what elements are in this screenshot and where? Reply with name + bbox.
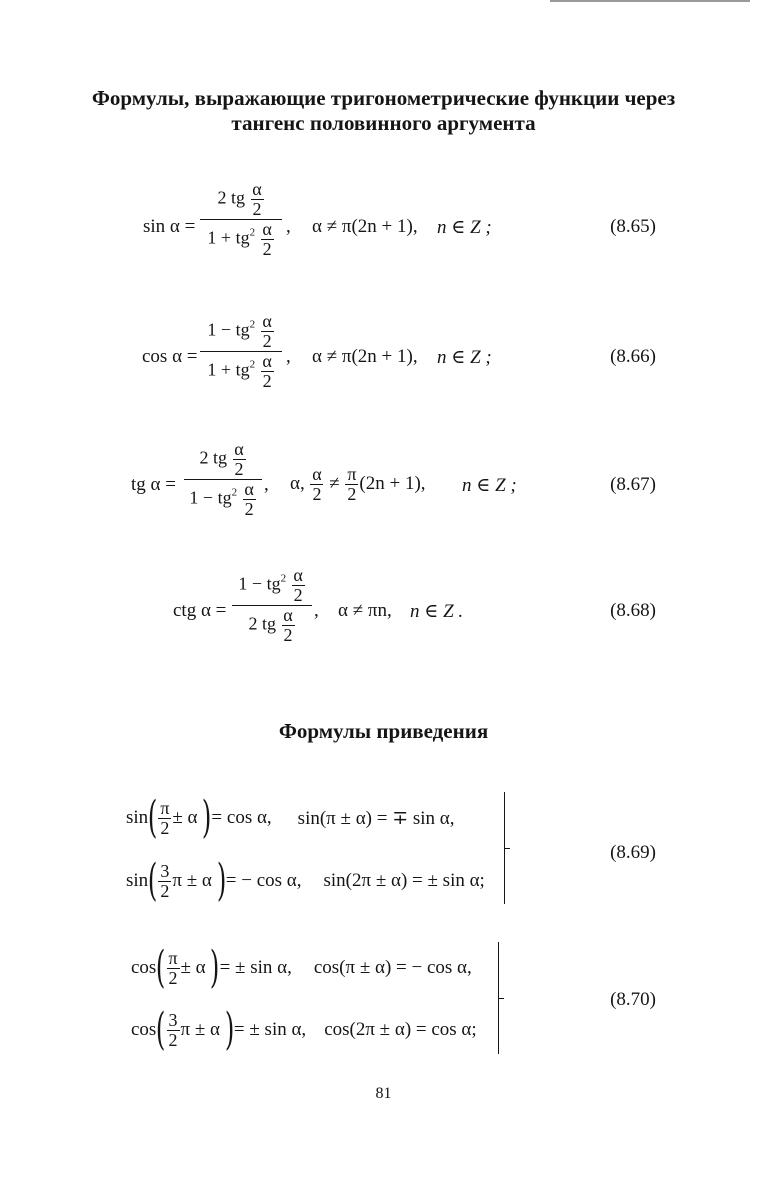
condition: α, α 2 ≠ π 2 (2n + 1),	[290, 463, 426, 504]
numerator: $1 - tg^2$ $\frac{\alpha}{2}$	[207, 311, 272, 351]
fraction	[184, 440, 262, 519]
half-pi: π 2	[347, 463, 357, 504]
lhs: ctg α =	[173, 600, 227, 621]
equation-number: (8.69)	[610, 842, 656, 863]
formula-line: sin ( π 2 ± α ) = cos α, sin(π ± α) = ∓ sin α,	[126, 792, 455, 843]
condition: α ≠ π(2n + 1),	[312, 346, 418, 367]
half-alpha: $\frac{\alpha}{2}$	[293, 565, 303, 605]
section-title-line2: тангенс половинного аргумента	[231, 111, 536, 135]
top-rule	[550, 0, 750, 2]
numerator: 2 tg $\frac{\alpha}{2}$	[199, 439, 244, 479]
half-alpha: α 2	[312, 463, 322, 504]
fraction	[200, 312, 282, 391]
domain: n ∈ Z ;	[437, 217, 492, 238]
formula-line: cos ( 3 2 π ± α ) = ± sin α, cos(2π ± α) = cos α;	[131, 1004, 477, 1055]
half-alpha: $\frac{\alpha}{2}$	[262, 219, 272, 260]
domain: n ∈ Z ;	[462, 475, 517, 496]
equation-number: (8.65)	[610, 216, 656, 237]
equation-number: (8.70)	[610, 989, 656, 1010]
half-alpha: $\frac{\alpha}{2}$	[283, 605, 293, 646]
domain: n ∈ Z .	[410, 601, 464, 622]
fraction	[200, 180, 282, 259]
half-alpha: $\frac{\alpha}{2}$	[262, 351, 272, 392]
equation-number: (8.67)	[610, 474, 656, 495]
formula-line: sin ( 3 2 π ± α ) = − cos α, sin(2π ± α) = ± sin α;	[126, 855, 485, 906]
page-number: 81	[375, 1085, 392, 1102]
lhs: sin α =	[143, 216, 196, 237]
right-brace	[494, 792, 505, 904]
equation-number: (8.68)	[610, 600, 656, 621]
half-alpha: $\frac{\alpha}{2}$	[244, 479, 254, 520]
lhs: cos α =	[142, 346, 198, 367]
half-alpha: $\frac{\alpha}{2}$	[262, 311, 272, 351]
half-pi: π 2	[168, 947, 178, 988]
numerator: $1 - tg^2$ $\frac{\alpha}{2}$	[238, 565, 303, 605]
numerator: 2 tg $\frac{\alpha}{2}$	[217, 179, 262, 219]
condition: α ≠ π(2n + 1),	[312, 216, 418, 237]
domain: n ∈ Z ;	[437, 347, 492, 368]
half-alpha: $\frac{\alpha}{2}$	[252, 179, 262, 219]
right-brace	[488, 942, 499, 1054]
half-alpha: $\frac{\alpha}{2}$	[234, 439, 244, 479]
equation-number: (8.66)	[610, 346, 656, 367]
half-pi: π 2	[160, 797, 170, 838]
denominator: $1 + tg^2$ $\frac{\alpha}{2}$	[207, 351, 272, 392]
three-halves: 3 2	[160, 860, 170, 901]
section-title-line1: Формулы, выражающие тригонометрические функции через	[91, 86, 676, 110]
page: Формулы, выражающие тригонометрические функции через тангенс половинного аргумента sin α = 2 tg $\frac{\alpha}{2}$ $1 + tg^2$ $\frac{\alpha}{2}$ , α ≠ π(2n + 1), n ∈ Z ; (8.65) cos α = $1 - tg^2$ $\frac{\alpha}{2}$ $1 + tg^2$ $\frac{\alpha}{2}$ , α ≠ π(2n + 1), n ∈ Z ; (8.66) tg α = 2 tg $\frac{\alpha}{2}$ $1 - tg^2$ $\frac{\alpha}{2}$ , α, α 2 ≠ π 2 (2n + 1), n ∈ Z ; (8.67) ctg α = $1 - tg^2$ $\frac{\alpha}{2}$ 2 tg $\frac{\alpha}{2}$ , α ≠ πn, n ∈ Z . (8.68) Формулы приведения sin ( π 2 ± α ) = cos α, sin(π ± α) = ∓ sin α, sin ( 3 2 π ± α ) = − cos α, sin(2π ± α) = ± sin α; (8.69) cos ( π 2 ± α ) = ± sin α, cos(π ± α) = − cos α, cos ( 3 2 π ± α ) = ± sin α, cos(2π ± α) = cos α; (8.70) 81	[0, 0, 767, 1189]
formula-line: cos ( π 2 ± α ) = ± sin α, cos(π ± α) = − cos α,	[131, 942, 472, 993]
section-title-reduction: Формулы приведения	[278, 719, 489, 743]
denominator: 2 tg $\frac{\alpha}{2}$	[248, 605, 293, 646]
fraction	[232, 566, 312, 645]
three-halves: 3 2	[168, 1009, 178, 1050]
denominator: $1 + tg^2$ $\frac{\alpha}{2}$	[207, 219, 272, 260]
lhs: tg α =	[131, 474, 176, 495]
denominator: $1 - tg^2$ $\frac{\alpha}{2}$	[189, 479, 254, 520]
condition: α ≠ πn,	[338, 600, 392, 621]
